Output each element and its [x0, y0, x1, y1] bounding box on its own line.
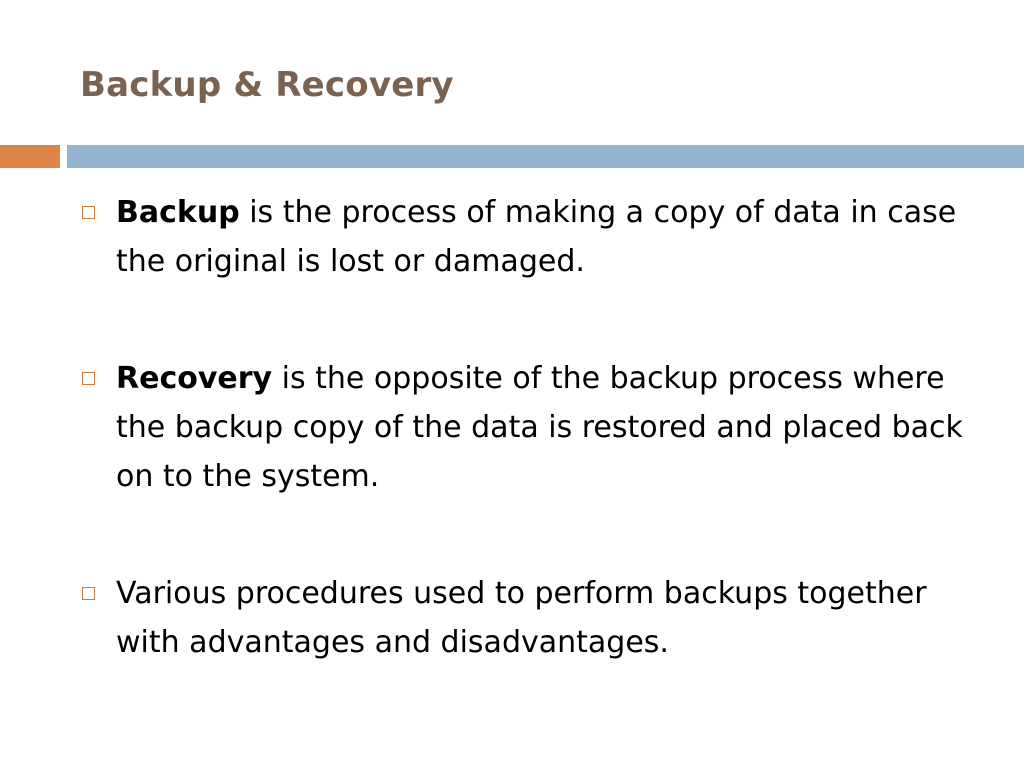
hollow-square-bullet-icon [82, 587, 95, 600]
bullet-text: Various procedures used to perform backups together with advantages and disadvantages. [116, 576, 927, 660]
bullet-term: Backup [116, 195, 240, 230]
bullet-list [80, 188, 980, 667]
slide-title: Backup & Recovery [80, 65, 454, 105]
hollow-square-bullet-icon [82, 206, 95, 219]
bullet-item-procedures [80, 569, 980, 667]
bullet-item-recovery [80, 354, 980, 501]
hollow-square-bullet-icon [82, 372, 95, 385]
title-accent-bar [0, 145, 60, 168]
bullet-text: is the process of making a copy of data in case the original is lost or damaged. [116, 195, 957, 279]
bullet-text: is the opposite of the backup process where the backup copy of the data is restored and placed back on to the system. [116, 361, 963, 494]
bullet-term: Recovery [116, 361, 273, 396]
bullet-item-backup [80, 188, 980, 286]
title-divider-bar [67, 145, 1024, 168]
